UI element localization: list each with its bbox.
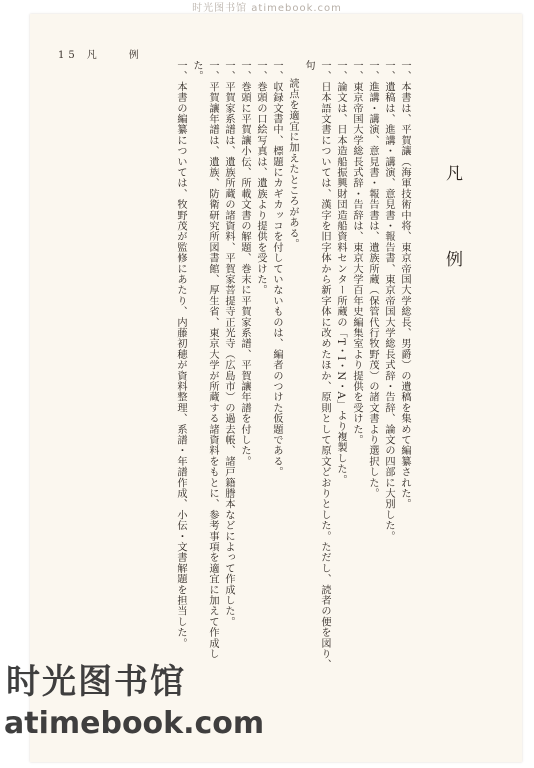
- paragraph: 一、本書の編纂については、牧野茂が監修にあたり、内藤初穂が資料整理、系譜・年譜作成、小伝・文書解題を担当した。: [175, 60, 186, 649]
- paragraph: 一、日本語文書については、漢字を旧字体から新字体に改めたほか、原則として原文どおりとした。ただし、読者の便を図り、句: [303, 60, 330, 670]
- watermark: [0, 660, 265, 744]
- paragraph: 一、平賀讓年譜は、遺族、防衛研究所図書館、厚生省、東京大学が所蔵する諸資料をもとに、参考事項を適宜に加えて作成した。: [191, 60, 218, 660]
- site-header[interactable]: 时光图书馆 atimebook.com: [192, 3, 342, 14]
- paragraph: 一、平賀家系譜は、遺族所蔵の諸資料、平賀家菩提寺正光寺（広島市）の過去帳、諸戸籍謄本などによって作成した。: [223, 60, 234, 628]
- page-number: 15: [58, 50, 79, 61]
- paragraph: 一、東京帝国大学総長式辞・告辞は、東京大学百年史編集室より提供を受けた。: [351, 60, 362, 446]
- page-title: 凡 例: [442, 164, 462, 293]
- paragraph: 一、巻頭の口絵写真は、遺族より提供を受けた。: [255, 60, 266, 296]
- watermark-chinese: 时光图书馆: [6, 662, 186, 702]
- paragraph: 読点を適宜に加えたところがある。: [287, 78, 298, 250]
- section-name: 凡 例: [86, 50, 143, 61]
- paragraph: 一、本書は、平賀讓（海軍技術中将、東京帝国大学総長、男爵）の遺稿を集めて編纂された。: [399, 60, 410, 510]
- paragraph: 一、遺稿は、進講・講演、意見書・報告書、東京帝国大学総長式辞・告辞、論文の四部に大別した。: [383, 60, 394, 542]
- book-page: [30, 14, 522, 762]
- body-text: [172, 60, 412, 680]
- watermark-english: atimebook.com: [4, 706, 265, 741]
- paragraph: 一、収録文書中、標題にカギカッコを付していないものは、編者のつけた仮題である。: [271, 60, 282, 478]
- paragraph: 一、巻頭に平賀讓小伝、所載文書の解題、巻末に平賀家系譜、平賀讓年譜を付した。: [239, 60, 250, 467]
- paragraph: 一、論文は、日本造船振興財団造船資料センター所蔵の「T・I・N・A」より複製した。: [335, 60, 346, 485]
- running-head: [58, 46, 151, 61]
- paragraph: 一、進講・講演、意見書・報告書は、遺族所蔵（保管代行牧野茂）の諸文書より選択した。: [367, 60, 378, 499]
